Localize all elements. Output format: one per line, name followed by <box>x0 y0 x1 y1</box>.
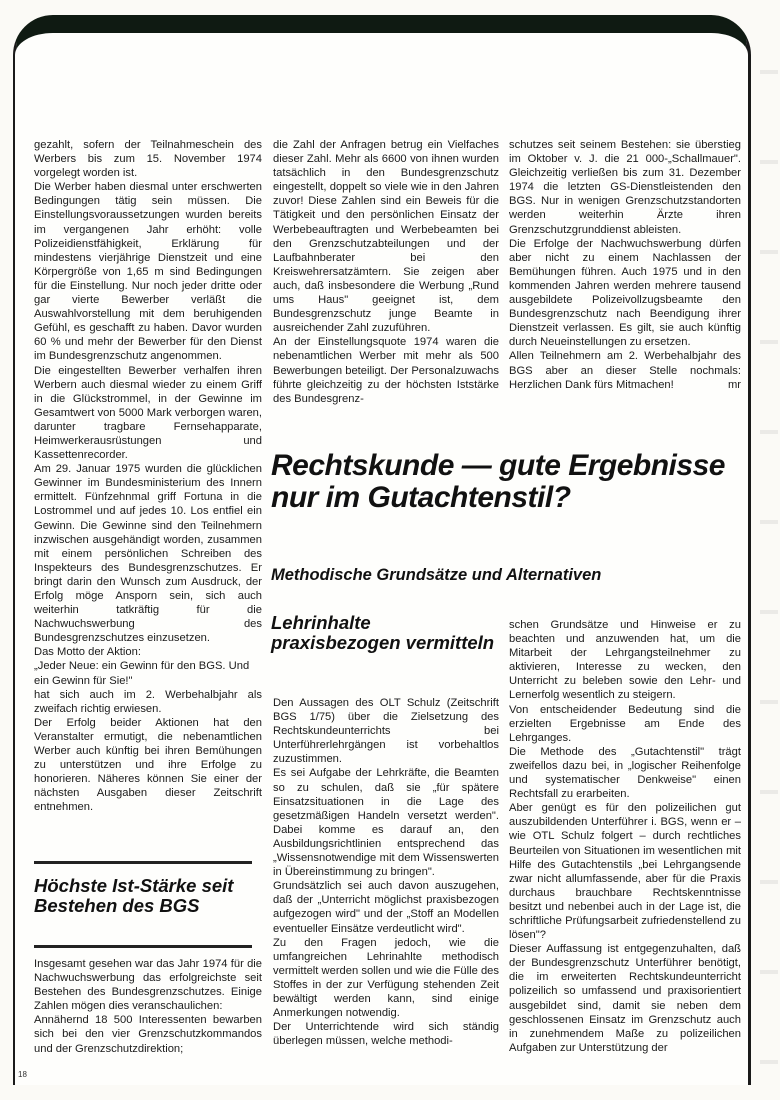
column-3-text <box>509 138 741 392</box>
page-number: 18 <box>18 1070 27 1079</box>
paragraph: Der Erfolg beider Aktionen hat den Veranstalter ermutigt, die nebenamtlichen Werber auch künftig bei ihren Bemühungen zu unterstützen und ihre Erfolge zu honorieren. Näheres können Sie einer der nächsten Ausgaben dieser Zeitschrift entnehmen. <box>34 716 262 814</box>
side-article-text <box>34 957 262 1056</box>
paragraph: Die Erfolge der Nachwuchswerbung dürfen aber nicht zu einem Nachlassen der Bemühungen führen. Auch 1975 und in den kommenden Jahren werden mehrere tausend ausgebildete Polizeivollzugsbeamte den Bundesgrenzschutz nach Beendigung ihrer Dienstzeit verlassen. Es gilt, sie auch künftig durch Neueinstellungen zu ersetzen. <box>509 237 741 349</box>
paragraph: gezahlt, sofern der Teilnahmeschein des Werbers bis zum 15. November 1974 vorgelegt worden ist. <box>34 139 262 180</box>
paragraph: schutzes seit seinem Bestehen: sie überstieg im Oktober v. J. die 21 000-„Schallmauer". Gleichzeitig verließen bis zum 31. Dezember 1974 die letzten GS-Dienstleistenden den BGS. Nur in wenigen Grenzschutzstandorten werden weiterhin Ärzte ihren Grenzschutzgrunddienst ableisten. <box>509 139 741 236</box>
article-title: Rechtskunde — gute Ergebnisse nur im Gutachtenstil? <box>271 449 725 514</box>
paragraph: Die eingestellten Bewerber verhalfen ihren Werbern auch diesmal wieder zu einem Griff in die Glückstrommel, in der Gewinne im Gesamtwert von 5000 Mark verborgen waren, darunter tragbare Fernsehapparate, Heimwerkerausrüstungen und Kassettenrecorder. <box>34 364 262 462</box>
bleed-through-margin <box>760 40 778 1080</box>
article-column-2 <box>273 696 499 1048</box>
article-column-3 <box>509 618 741 1055</box>
paragraph: Insgesamt gesehen war das Jahr 1974 für die Nachwuchswerbung das erfolgreichste seit Bestehen des Bundesgrenzschutzes. Einige Zahlen mögen dies veranschaulichen: <box>34 958 262 1013</box>
paragraph: Die Methode des „Gutachtenstil" trägt zweifellos dazu bei, in „logischer Reihenfolge und systematischer Denkweise" einen Rechtsfall zu erarbeiten. <box>509 745 741 801</box>
paragraph: Die Werber haben diesmal unter erschwerten Bedingungen tätig sein müssen. Die Einstellungsvoraussetzungen wurden bereits im vergangenen Jahr erhöht: volle Polizeidienstfähigkeit, Erklärung für mindestens vierjährige Dienstzeit und eine Körpergröße von 1,65 m sind Bedingungen für die Einstellung. Nur noch jeder dritte oder gar vierte Bewerber verläßt die Auswahlvorstellung mit dem beruhigenden Gefühl, es geschafft zu haben. Davor wurden 60 % und mehr der Bewerber für den Dienst im Bundesgrenzschutz angenommen. <box>34 181 262 363</box>
article-subtitle: Methodische Grundsätze und Alternativen <box>271 566 602 584</box>
paragraph: Es sei Aufgabe der Lehrkräfte, die Beamten so zu schulen, daß sie „für spätere Einsatzsituationen in die Lage des gesetzmäßigen Handeln versetzt werden". Dabei komme es darauf an, den Ausbildungsrichtlinien entsprechend das „Wissensnotwendige mit dem Wissenswerten in Übereinstimmung zu bringen". <box>273 767 499 879</box>
divider-bottom <box>34 945 252 948</box>
divider-top <box>34 861 252 864</box>
paragraph: Von entscheidender Bedeutung sind die erzielten Ergebnisse am Ende des Lehrganges. <box>509 703 741 744</box>
section-heading: Lehrinhalte praxisbezogen vermitteln <box>271 612 495 653</box>
paragraph: An der Einstellungsquote 1974 waren die nebenamtlichen Werber mit mehr als 500 Bewerbungen beteiligt. Der Personalzuwachs führte gleichzeitig zu der höchsten Iststärke des Bundesgrenz- <box>273 336 499 405</box>
paragraph: Den Aussagen des OLT Schulz (Zeitschrift BGS 1/75) über die Zielsetzung des Rechtskundeunterrichts bei Unterführerlehrgängen ist vorbehaltlos zuzustimmen. <box>273 697 499 766</box>
author-signature: mr <box>727 378 741 391</box>
side-article-heading: Höchste Ist-Stärke seit Bestehen des BGS <box>34 875 234 916</box>
paragraph: hat sich auch im 2. Werbehalbjahr als zweifach richtig erwiesen. <box>34 688 262 715</box>
paragraph: die Zahl der Anfragen betrug ein Vielfaches dieser Zahl. Mehr als 6600 von ihnen wurden tatsächlich in den Bundesgrenzschutz eingestellt, doppelt so viele wie in den Jahren zuvor! Diese Zahlen sind ein Beweis für die Tätigkeit und den persönlichen Einsatz der Werbebeauftragten und Werbebeamten bei den Grenzschutzabteilungen und der Laufbahnberater bei den Kreiswehrersatzämtern. Sie zeigen aber auch, daß insbesondere die Werbung „Rund ums Haus" geeignet ist, dem Bundesgrenzschutz junge Beamte in ausreichender Zahl zuzuführen. <box>273 139 499 335</box>
motto-quote: „Jeder Neue: ein Gewinn für den BGS. Und ein Gewinn für Sie!" <box>34 660 250 687</box>
paragraph: Am 29. Januar 1975 wurden die glücklichen Gewinner im Bundesministerium des Innern ermittelt. Fünfzehnmal griff Fortuna in die Lostrommel und auf jedes 10. Los entfiel ein Gewinn. Die Gewinne sind den Teilnehmern inzwischen ausgehändigt worden, zusammen mit einem persönlichen Schreiben des Inspekteurs des Bundesgrenzschutzes. Er bringt darin den Wunsch zum Ausdruck, der Erfolg möge Ansporn sein, sich auch weiterhin tatkräftig für die Nachwuchswerbung des Bundesgrenzschutzes einzusetzen. <box>34 463 262 645</box>
paragraph: Annähernd 18 500 Interessenten bewarben sich bei den vier Grenzschutzkommandos und der Grenzschutzdirektion; <box>34 1014 262 1055</box>
closing-text: Allen Teilnehmern am 2. Werbehalbjahr des BGS aber an dieser Stelle nochmals: Herzlichen Dank fürs Mitmachen! <box>509 350 741 391</box>
paragraph: schen Grundsätze und Hinweise er zu beachten und anzuwenden hat, um die Mitarbeit der Lehrgangsteilnehmer zu aktivieren, Interesse zu wecken, den Unterricht zu beleben sowie den Lehr- und Lernerfolg wesentlich zu steigern. <box>509 619 741 702</box>
paragraph: Grundsätzlich sei auch davon auszugehen, daß der „Unterricht möglichst praxisbezogen aufgezogen wird" und der „Stoff an Modellen eventueller Einsätze verdeutlicht wird". <box>273 880 499 935</box>
paragraph <box>509 349 741 391</box>
paragraph: Das Motto der Aktion: <box>34 646 141 659</box>
paragraph: Dieser Auffassung ist entgegenzuhalten, daß der Bundesgrenzschutz Unterführer benötigt, die im erweiterten Rechtskundeunterricht polizeilich so umfassend und praxisorientiert ausgebildet sind, damit sie neben dem geschlossenen Einsatz im Grenzschutz auch in zunehmendem Maße zu polizeilichen Aufgaben zur Unterstützung der <box>509 943 741 1054</box>
paragraph: Aber genügt es für den polizeilichen gut auszubildenden Unterführer i. BGS, wenn er – wie OTL Schulz folgert – durch rechtliches Beurteilen von Situationen im wesentlichen mit Hilfe des Gutachtenstils „bei Lehrgangsende zwar nicht allumfassende, aber für die Praxis durchaus brauchbare Rechtskenntnisse besitzt und nebenbei auch in der Lage ist, die schriftliche Prüfungsarbeit zufriedenstellend zu lösen"? <box>509 802 741 942</box>
column-2-text <box>273 138 499 406</box>
paragraph: Zu den Fragen jedoch, wie die umfangreichen Lehrinahlte methodisch vermittelt werden sollen und wie die Fülle des Stoffes in der zur Verfügung stehenden Zeit bewältigt werden kann, sind einige Anmerkungen notwendig. <box>273 936 499 1020</box>
paragraph: Der Unterrichtende wird sich ständig überlegen müssen, welche methodi- <box>273 1021 499 1048</box>
column-1-text <box>34 138 262 815</box>
